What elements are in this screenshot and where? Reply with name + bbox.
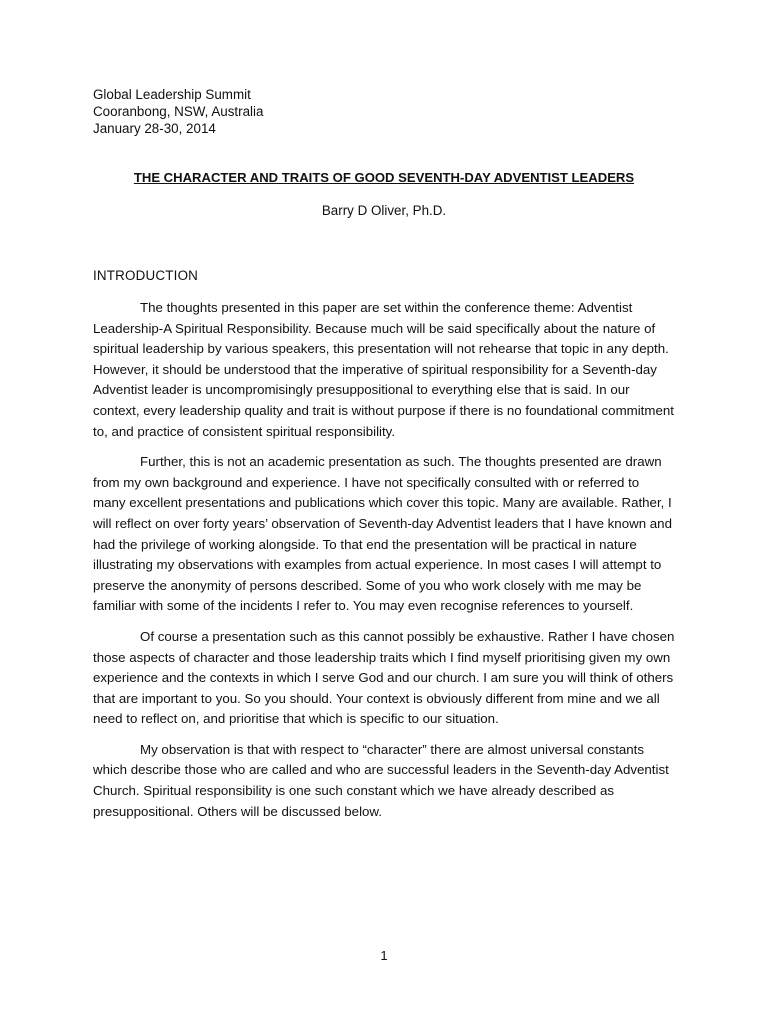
event-name: Global Leadership Summit <box>93 87 251 102</box>
page-number: 1 <box>380 948 388 963</box>
document-title: THE CHARACTER AND TRAITS OF GOOD SEVENTH-DAY ADVENTIST LEADERS <box>133 170 635 185</box>
document-author: Barry D Oliver, Ph.D. <box>321 203 447 218</box>
paragraph: My observation is that with respect to “character” there are almost universal constants which describe those who are called and who are successful leaders in the Seventh-day Adventist Church. Spiritual responsibility is one such constant which we have already described as presuppositional. Others will be discussed below. <box>93 741 669 819</box>
paragraph: The thoughts presented in this paper are set within the conference theme: Adventist Leadership-A Spiritual Responsibility. Because much will be said specifically about the nature of spiritual leadership by various speakers, this presentation will not rehearse that topic in any depth. However, it should be understood that the imperative of spiritual responsibility for a Seventh-day Adventist leader is uncompromisingly presuppositional to everything else that is said. In our context, every leadership quality and trait is without purpose if there is no foundational commitment to, and practice of consistent spiritual responsibility. <box>93 300 674 439</box>
paragraph: Of course a presentation such as this cannot possibly be exhaustive. Rather I have chosen those aspects of character and those leadership traits which I find myself prioritising given my own experience and the contexts in which I serve God and our church. I am sure you will think of others that are important to you. So you should. Your context is obviously different from mine and we all need to reflect on, and prioritise that which is specific to our situation. <box>93 628 675 727</box>
event-date: January 28-30, 2014 <box>93 121 216 136</box>
paragraph: Further, this is not an academic presentation as such. The thoughts presented are drawn from my own background and experience. I have not specifically consulted with or referred to many excellent presentations and publications which cover this topic. Many are available. Rather, I will reflect on over forty years’ observation of Seventh-day Adventist leaders that I have known and had the privilege of working alongside. To that end the presentation will be practical in nature illustrating my observations with examples from actual experience. In most cases I will attempt to preserve the anonymity of persons described. Some of you who work closely with me may be familiar with some of the incidents I refer to. You may even recognise references to yourself. <box>93 454 672 614</box>
event-header <box>93 86 263 137</box>
event-location: Cooranbong, NSW, Australia <box>93 104 264 119</box>
body-text <box>93 298 675 832</box>
section-heading-introduction: INTRODUCTION <box>93 268 199 283</box>
